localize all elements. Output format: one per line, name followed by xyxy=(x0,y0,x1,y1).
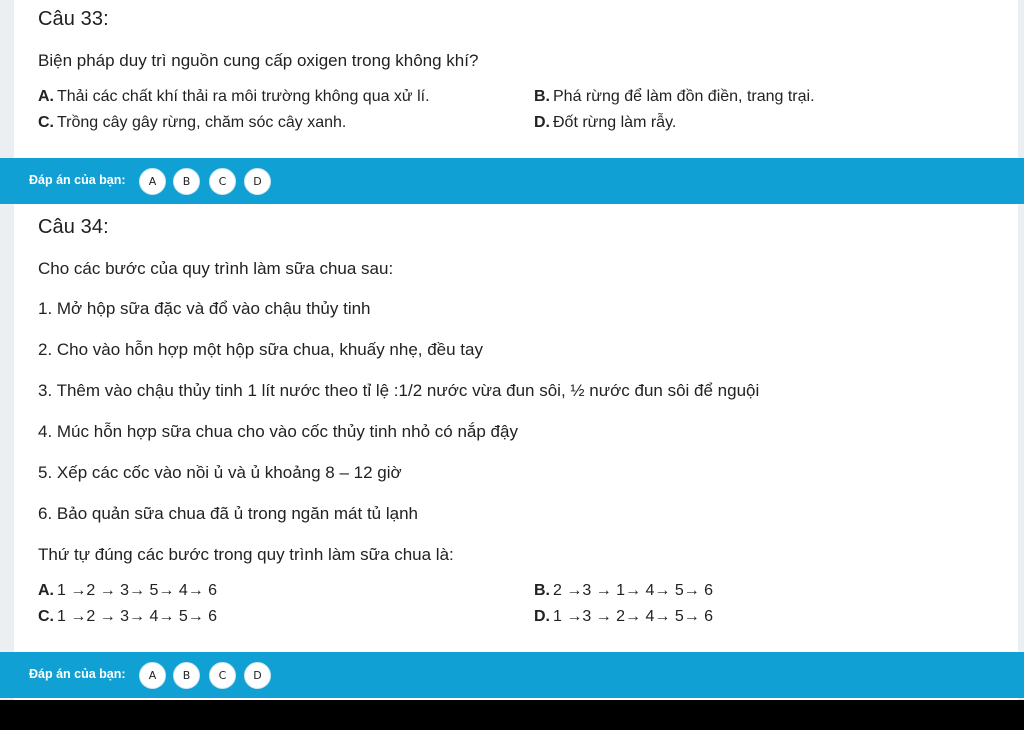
answer-choice-a[interactable]: A xyxy=(139,168,166,195)
left-margin-rule xyxy=(0,0,14,700)
question-34-options-row-1 xyxy=(38,582,1000,606)
option-letter: C. xyxy=(38,608,54,625)
option-letter: A. xyxy=(38,88,54,105)
answer-bar-34 xyxy=(0,652,1024,698)
question-33-option-c[interactable] xyxy=(38,114,346,132)
answer-choice-a[interactable]: A xyxy=(139,662,166,689)
option-letter: D. xyxy=(534,608,550,625)
question-33-options-row-2 xyxy=(38,114,1000,138)
option-letter: D. xyxy=(534,114,550,131)
answer-choice-b[interactable]: B xyxy=(173,662,200,689)
question-34-question: Thứ tự đúng các bước trong quy trình làm sữa chua là: xyxy=(38,545,454,564)
question-33-prompt: Biện pháp duy trì nguồn cung cấp oxigen trong không khí? xyxy=(38,51,479,70)
question-33 xyxy=(38,8,1000,31)
answer-choice-c[interactable]: C xyxy=(209,168,236,195)
question-34-option-b[interactable] xyxy=(534,582,713,600)
option-text: 2 →3 → 1→ 4→ 5→ 6 xyxy=(553,582,714,599)
option-text: 1 →3 → 2→ 4→ 5→ 6 xyxy=(553,608,714,625)
step-item: 4. Múc hỗn hợp sữa chua cho vào cốc thủy tinh nhỏ có nắp đậy xyxy=(38,422,518,441)
option-text: Phá rừng để làm đồn điền, trang trại. xyxy=(553,88,815,105)
question-34-steps xyxy=(38,299,1000,539)
answer-label: Đáp án của bạn: xyxy=(29,667,126,681)
question-33-options-row-1 xyxy=(38,88,1000,112)
question-34-question-row xyxy=(38,545,1000,565)
question-34-prompt-row xyxy=(38,259,1000,279)
right-margin-rule xyxy=(1018,0,1024,700)
question-34-title: Câu 34: xyxy=(38,216,109,238)
question-34-option-d[interactable] xyxy=(534,608,713,626)
option-text: Trồng cây gây rừng, chăm sóc cây xanh. xyxy=(57,114,347,131)
answer-label: Đáp án của bạn: xyxy=(29,173,126,187)
question-34-option-c[interactable] xyxy=(38,608,217,626)
answer-choice-d[interactable]: D xyxy=(244,662,271,689)
step-item: 3. Thêm vào chậu thủy tinh 1 lít nước theo tỉ lệ :1/2 nước vừa đun sôi, ½ nước đun sôi để nguội xyxy=(38,381,760,400)
question-34-prompt: Cho các bước của quy trình làm sữa chua sau: xyxy=(38,259,394,278)
option-text: 1 →2 → 3→ 4→ 5→ 6 xyxy=(57,608,218,625)
option-text: 1 →2 → 3→ 5→ 4→ 6 xyxy=(57,582,218,599)
question-33-prompt-row xyxy=(38,51,1000,71)
option-text: Thải các chất khí thải ra môi trường không qua xử lí. xyxy=(57,88,430,105)
step-item: 6. Bảo quản sữa chua đã ủ trong ngăn mát tủ lạnh xyxy=(38,504,418,523)
option-letter: B. xyxy=(534,582,550,599)
option-text: Đốt rừng làm rẫy. xyxy=(553,114,677,131)
question-34-option-a[interactable] xyxy=(38,582,217,600)
question-33-title: Câu 33: xyxy=(38,8,109,30)
step-item: 1. Mở hộp sữa đặc và đổ vào chậu thủy tinh xyxy=(38,299,371,318)
answer-choice-b[interactable]: B xyxy=(173,168,200,195)
footer-black-strip xyxy=(0,700,1024,730)
option-letter: A. xyxy=(38,582,54,599)
option-letter: C. xyxy=(38,114,54,131)
answer-choice-d[interactable]: D xyxy=(244,168,271,195)
step-item: 5. Xếp các cốc vào nồi ủ và ủ khoảng 8 – 12 giờ xyxy=(38,463,402,482)
question-33-option-d[interactable] xyxy=(534,114,676,132)
question-33-option-a[interactable] xyxy=(38,88,430,106)
question-33-option-b[interactable] xyxy=(534,88,815,106)
answer-bar-33 xyxy=(0,158,1024,204)
option-letter: B. xyxy=(534,88,550,105)
question-34 xyxy=(38,216,1000,239)
answer-choice-c[interactable]: C xyxy=(209,662,236,689)
question-34-options-row-2 xyxy=(38,608,1000,632)
step-item: 2. Cho vào hỗn hợp một hộp sữa chua, khuấy nhẹ, đều tay xyxy=(38,340,483,359)
